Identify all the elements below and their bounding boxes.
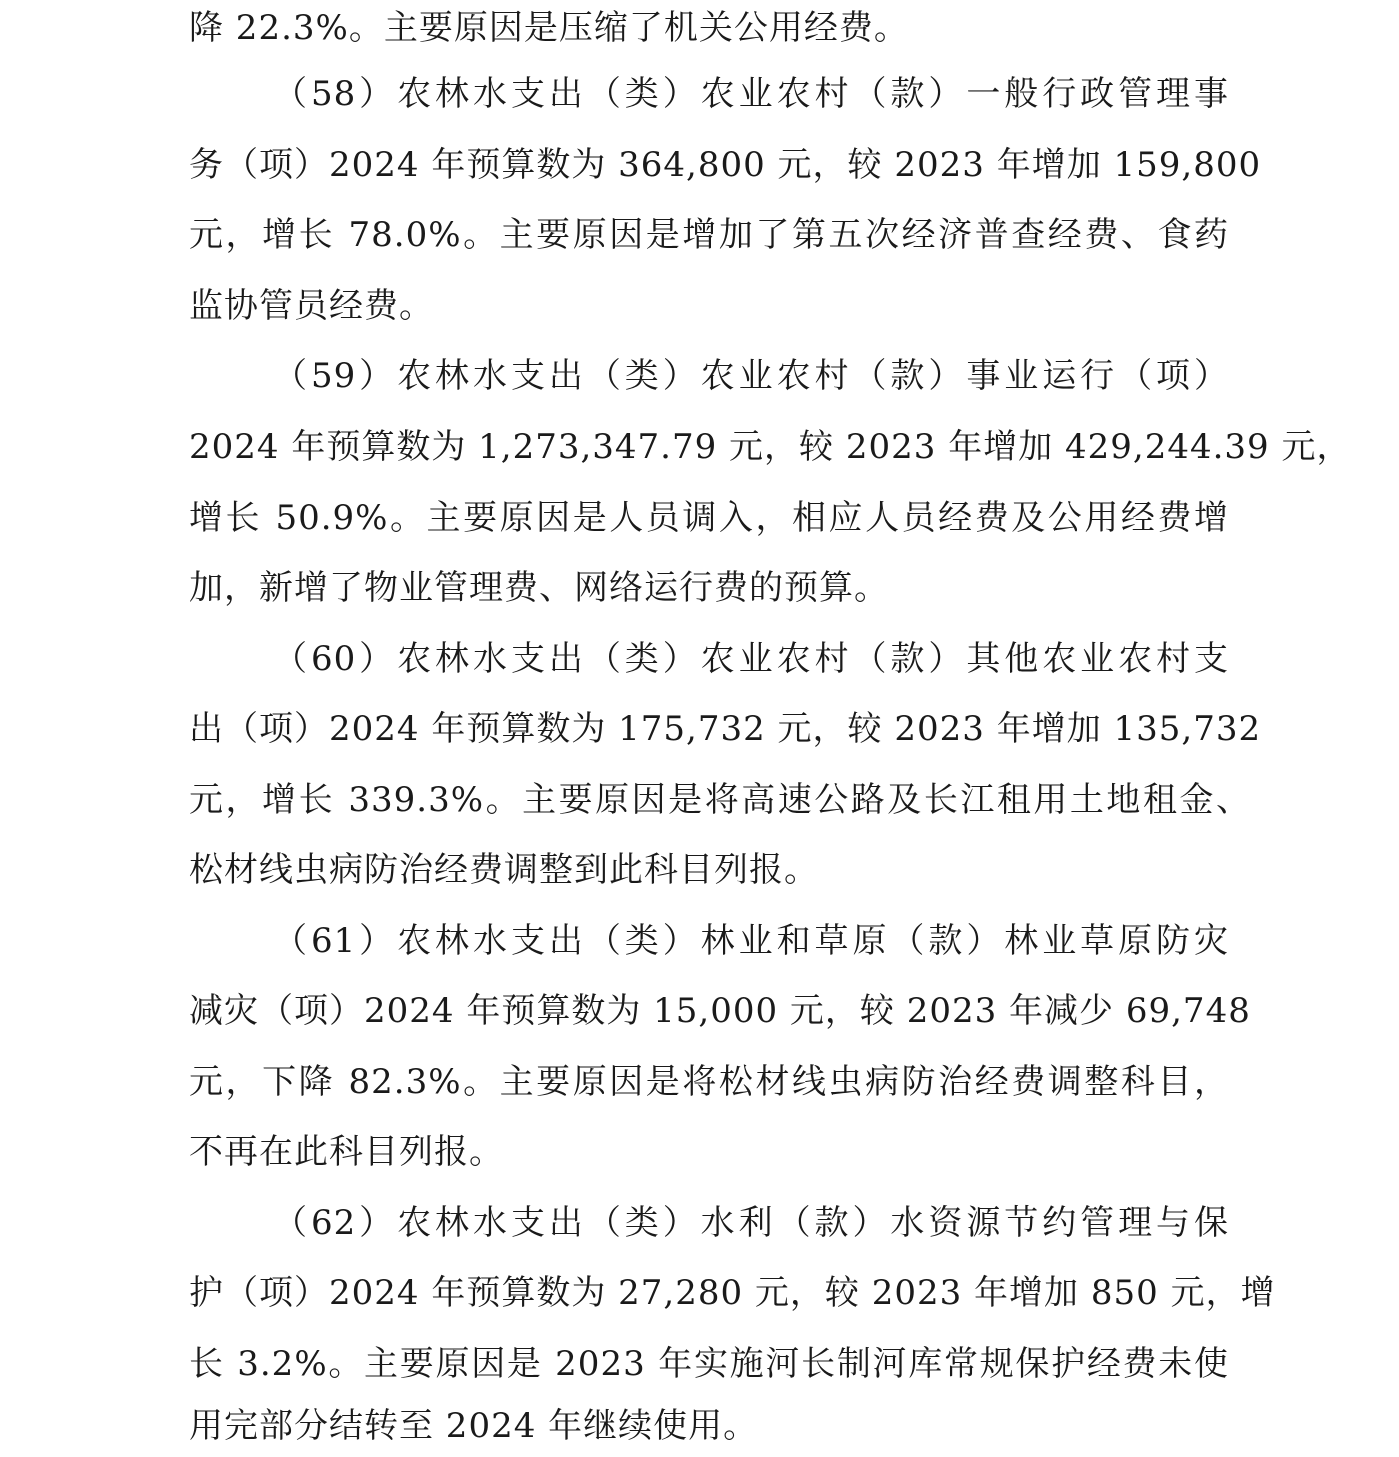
text-line: 减灾（项）2024 年预算数为 15,000 元，较 2023 年减少 69,748 <box>189 991 1251 1031</box>
text-line: 长 3.2%。主要原因是 2023 年实施河长制河库常规保护经费未使 <box>189 1344 1229 1384</box>
text-line: 监协管员经费。 <box>189 286 434 326</box>
paragraph-60-line-1: （60）农林水支出（类）农业农村（款）其他农业农村支 <box>273 639 1229 679</box>
text-line: 松材线虫病防治经费调整到此科目列报。 <box>189 850 819 890</box>
paragraph-62-line-1: （62）农林水支出（类）水利（款）水资源节约管理与保 <box>273 1203 1229 1243</box>
text-line: 降 22.3%。主要原因是压缩了机关公用经费。 <box>189 8 909 48</box>
paragraph-58-line-1: （58）农林水支出（类）农业农村（款）一般行政管理事 <box>273 74 1229 114</box>
text-line: 元，下降 82.3%。主要原因是将松材线虫病防治经费调整科目， <box>189 1062 1229 1102</box>
text-line: 增长 50.9%。主要原因是人员调入，相应人员经费及公用经费增 <box>189 498 1229 538</box>
text-line: 不再在此科目列报。 <box>189 1132 504 1172</box>
text-line: 元，增长 339.3%。主要原因是将高速公路及长江租用土地租金、 <box>189 780 1251 820</box>
text-line: 出（项）2024 年预算数为 175,732 元，较 2023 年增加 135,732 <box>189 709 1262 749</box>
text-line: 务（项）2024 年预算数为 364,800 元，较 2023 年增加 159,800 <box>189 145 1262 185</box>
text-line: 护（项）2024 年预算数为 27,280 元，较 2023 年增加 850 元，增 <box>189 1273 1276 1313</box>
text-line: 加，新增了物业管理费、网络运行费的预算。 <box>189 568 889 608</box>
paragraph-59-line-1: （59）农林水支出（类）农业农村（款）事业运行（项） <box>273 356 1229 396</box>
text-line: 2024 年预算数为 1,273,347.79 元，较 2023 年增加 429,244.39 元， <box>189 427 1352 467</box>
paragraph-61-line-1: （61）农林水支出（类）林业和草原（款）林业草原防灾 <box>273 921 1229 961</box>
text-line: 元，增长 78.0%。主要原因是增加了第五次经济普查经费、食药 <box>189 215 1229 255</box>
text-line: 用完部分结转至 2024 年继续使用。 <box>189 1406 759 1446</box>
